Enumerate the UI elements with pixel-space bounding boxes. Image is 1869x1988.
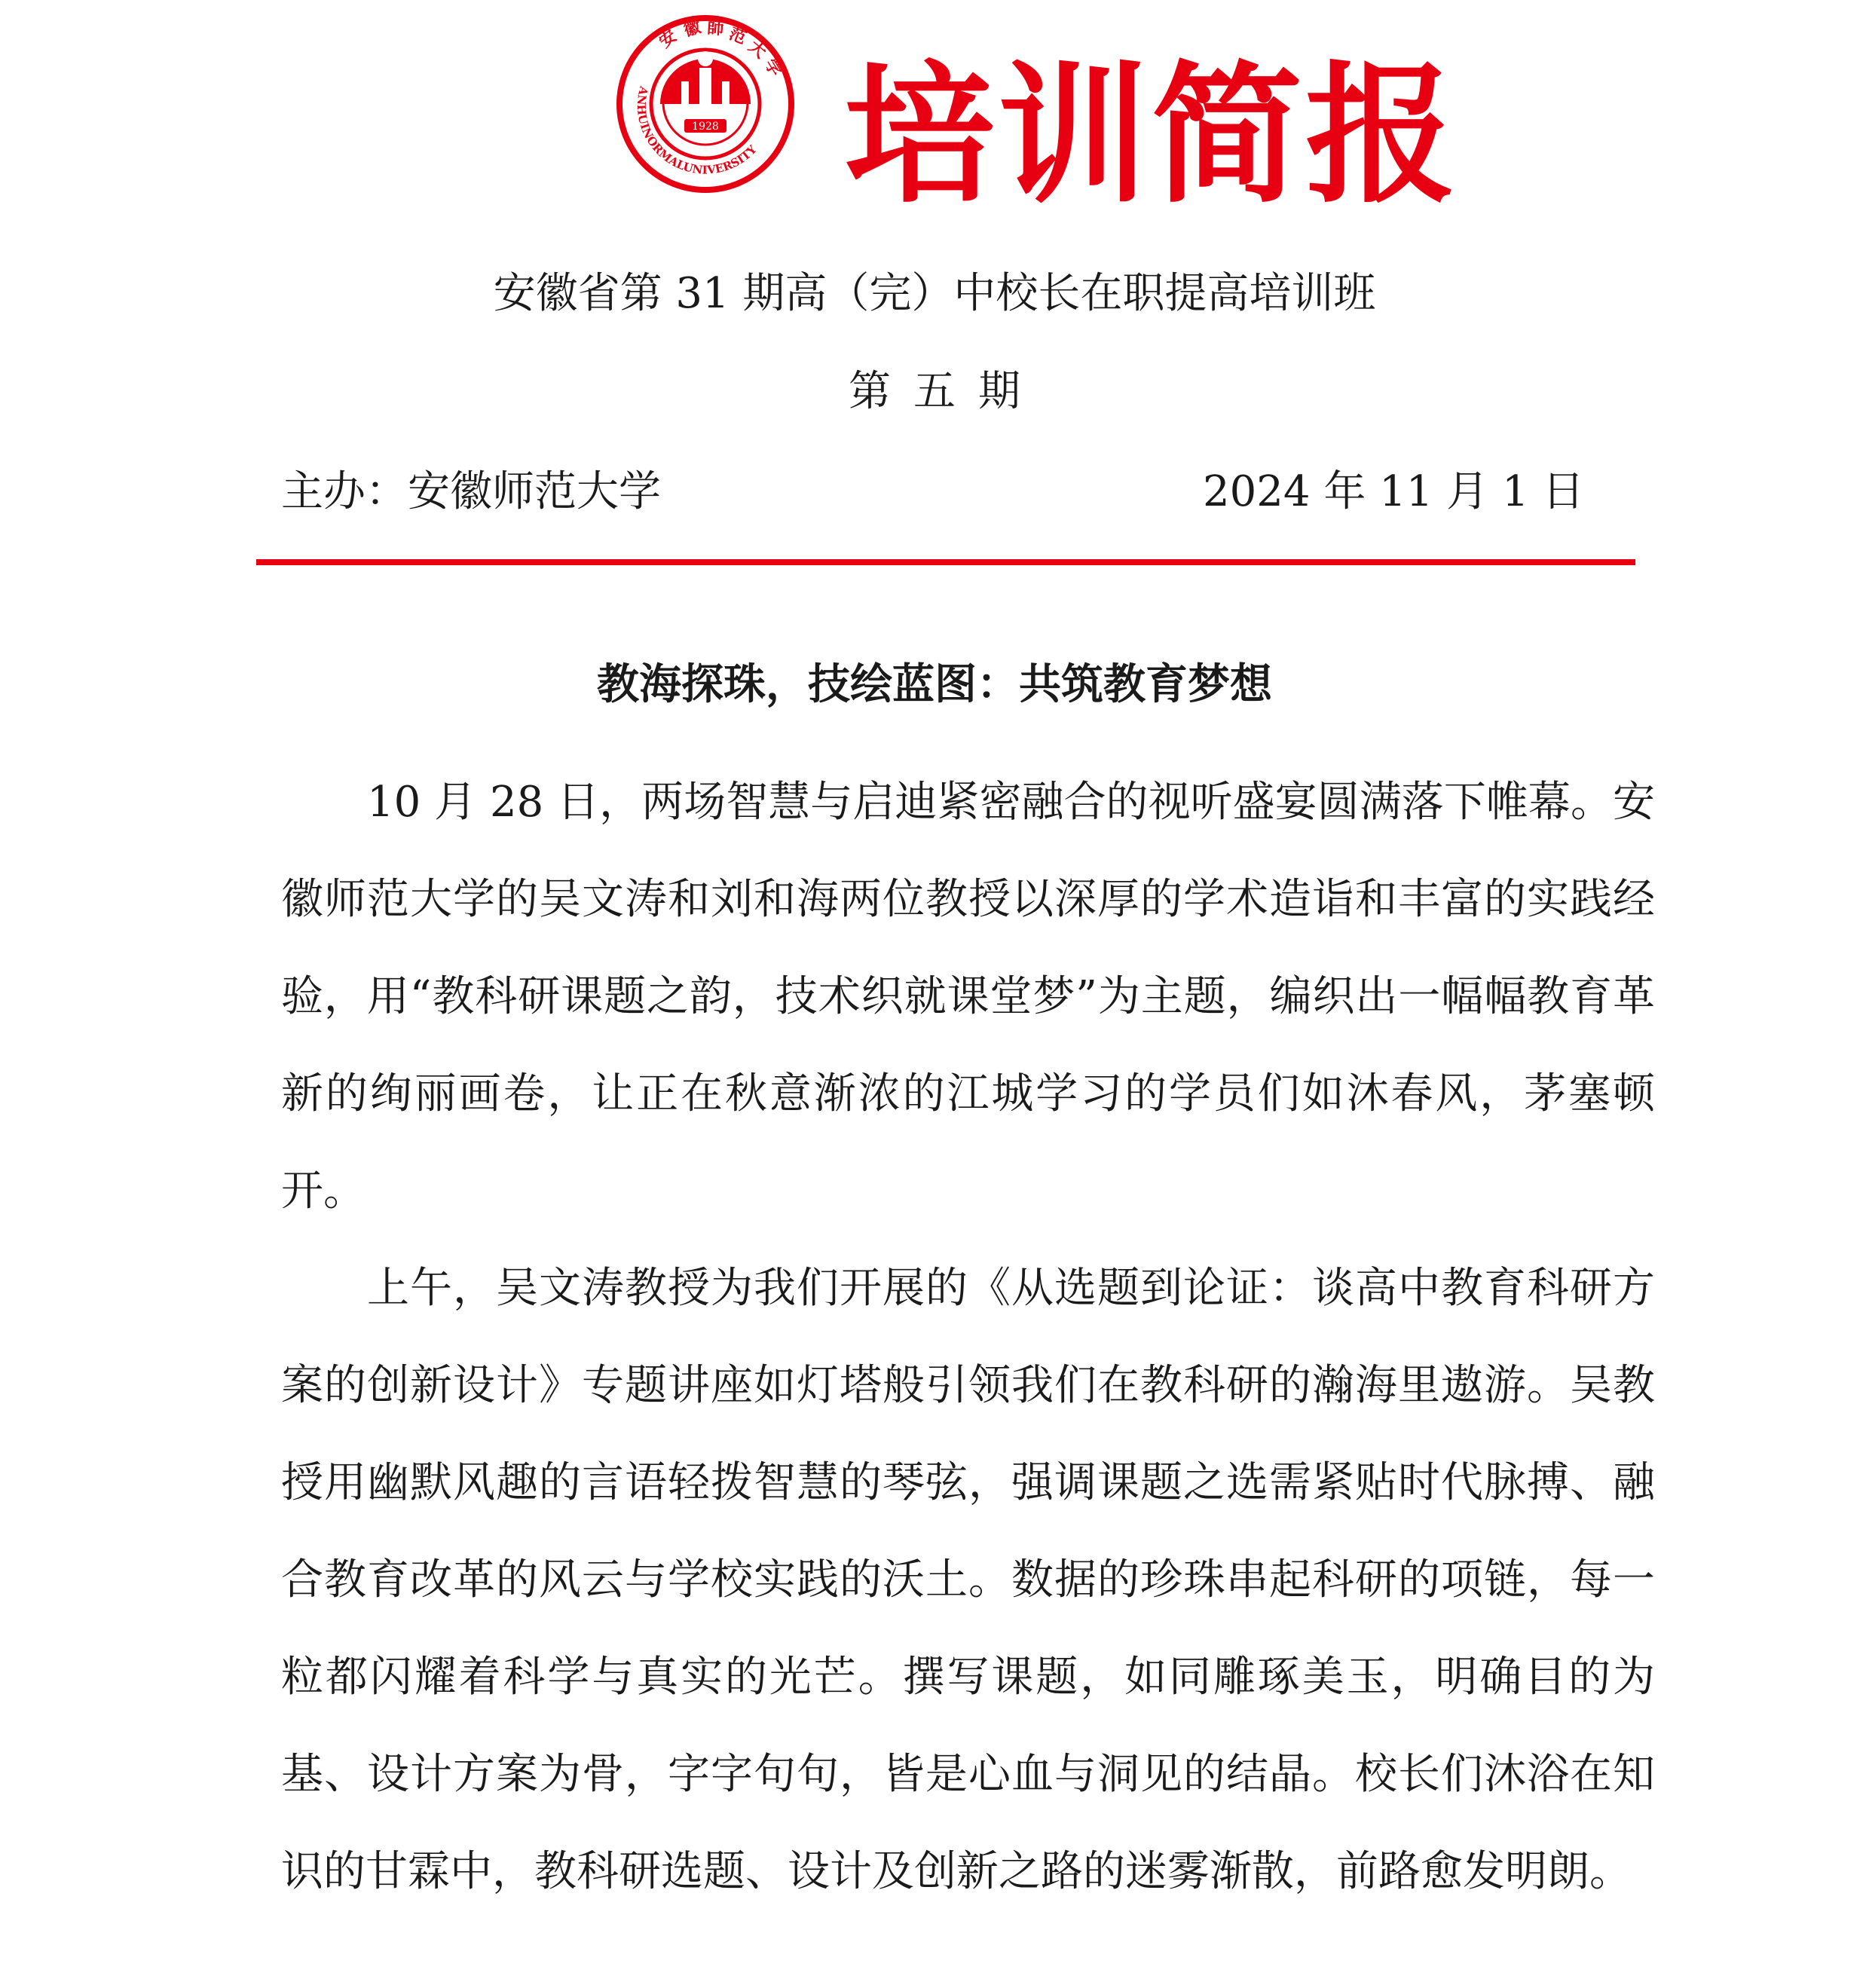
masthead-title: 培训简报	[844, 47, 1460, 224]
host-organizer: 主办：安徽师范大学	[281, 467, 661, 516]
issue-number: 第五期	[849, 367, 1043, 416]
seal-ring-text: ANHUINORMALUNIVERSITY	[634, 84, 760, 177]
article-title: 教海探珠，技绘蓝图：共筑教育梦想	[597, 660, 1272, 709]
svg-text:安: 安	[655, 26, 681, 52]
training-class-subtitle: 安徽省第 31 期高（完）中校长在职提高培训班	[493, 269, 1376, 318]
article-paragraph: 10 月 28 日，两场智慧与启迪紧密融合的视听盛宴圆满落下帷幕。安徽师范大学的吴文涛和刘和海两位教授以深厚的学术造诣和丰富的实践经验，用“教科研课题之韵，技术织就课堂梦”为主题，编织出一幅幅教育革新的绚丽画卷，让正在秋意渐浓的江城学习的学员们如沐春风，茅塞顿开。	[281, 778, 1655, 1216]
svg-text:徽: 徽	[681, 17, 703, 41]
svg-text:范: 范	[726, 23, 749, 48]
header-divider	[256, 559, 1635, 565]
article-paragraph: 上午，吴文涛教授为我们开展的《从选题到论证：谈高中教育科研方案的创新设计》专题讲座如灯塔般引领我们在教科研的瀚海里遨游。吴教授用幽默风趣的言语轻拨智慧的琴弦，强调课题之选需紧贴时代脉搏、融合教育改革的风云与学校实践的沃土。数据的珍珠串起科研的项链，每一粒都闪耀着科学与真实的光芒。撰写课题，如同雕琢美玉，明确目的为基、设计方案为骨，字字句句，皆是心血与洞见的结晶。校长们沐浴在知识的甘霖中，教科研选题、设计及创新之路的迷雾渐散，前路愈发明朗。	[281, 1264, 1655, 1896]
svg-text:大: 大	[745, 36, 770, 63]
svg-text:学: 学	[760, 55, 786, 80]
svg-text:師: 師	[706, 18, 725, 39]
article-body	[281, 754, 1655, 1920]
university-seal-logo	[615, 14, 796, 194]
svg-text:1928: 1928	[692, 121, 719, 133]
publication-date: 2024 年 11 月 1 日	[1203, 467, 1585, 516]
